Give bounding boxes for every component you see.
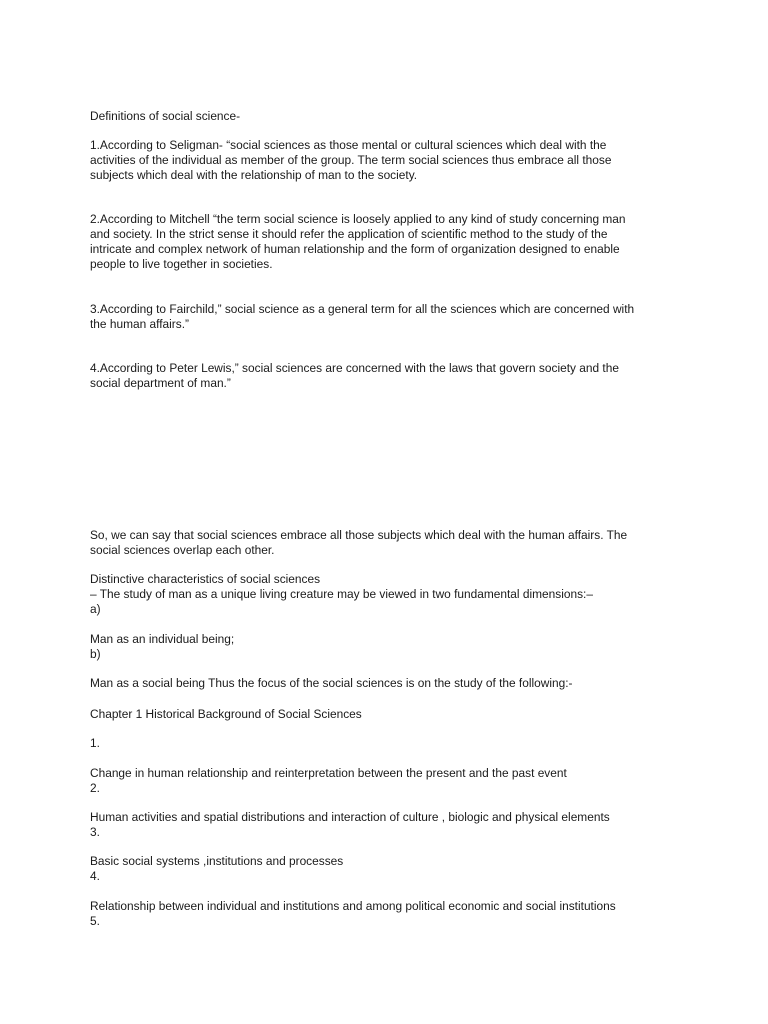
list-number-1: 1. (90, 736, 100, 750)
list-item-3: Basic social systems ,institutions and processes 4. (90, 854, 344, 883)
definition-fairchild: 3.According to Fairchild,” social science as a general term for all the sciences which are concerned with the human affairs.” (90, 302, 635, 331)
list-item-1: Change in human relationship and reinterpretation between the present and the past event 2. (90, 766, 567, 795)
summary-paragraph: So, we can say that social sciences embrace all those subjects which deal with the human affairs. The social sciences overlap each other. (90, 528, 628, 557)
definition-seligman: 1.According to Seligman- “social sciences as those mental or cultural sciences which deal with the activities of the individual as member of the group. The term social sciences thus embrace all those subjects which deal with the relationship of man to the society. (90, 138, 612, 182)
document-heading: Definitions of social science- (90, 109, 241, 123)
characteristics-paragraph: Distinctive characteristics of social sciences – The study of man as a unique living creature may be viewed in two fundamental dimensions:– a) (90, 572, 593, 616)
list-item-2: Human activities and spatial distributions and interaction of culture , biologic and physical elements 3. (90, 810, 610, 839)
individual-being-paragraph: Man as an individual being; b) (90, 632, 235, 661)
list-item-4: Relationship between individual and institutions and among political economic and social institutions 5. (90, 899, 616, 928)
definition-peter-lewis: 4.According to Peter Lewis,” social sciences are concerned with the laws that govern society and the social department of man.” (90, 361, 619, 390)
chapter-heading: Chapter 1 Historical Background of Social Sciences (90, 707, 362, 721)
definition-mitchell: 2.According to Mitchell “the term social science is loosely applied to any kind of study concerning man and society. In the strict sense it should refer the application of scientific method to the study of the intricate and complex network of human relationship and the form of organization designed to enable people to live together in societies. (90, 212, 626, 271)
social-being-paragraph: Man as a social being Thus the focus of the social sciences is on the study of the following:- (90, 676, 573, 690)
